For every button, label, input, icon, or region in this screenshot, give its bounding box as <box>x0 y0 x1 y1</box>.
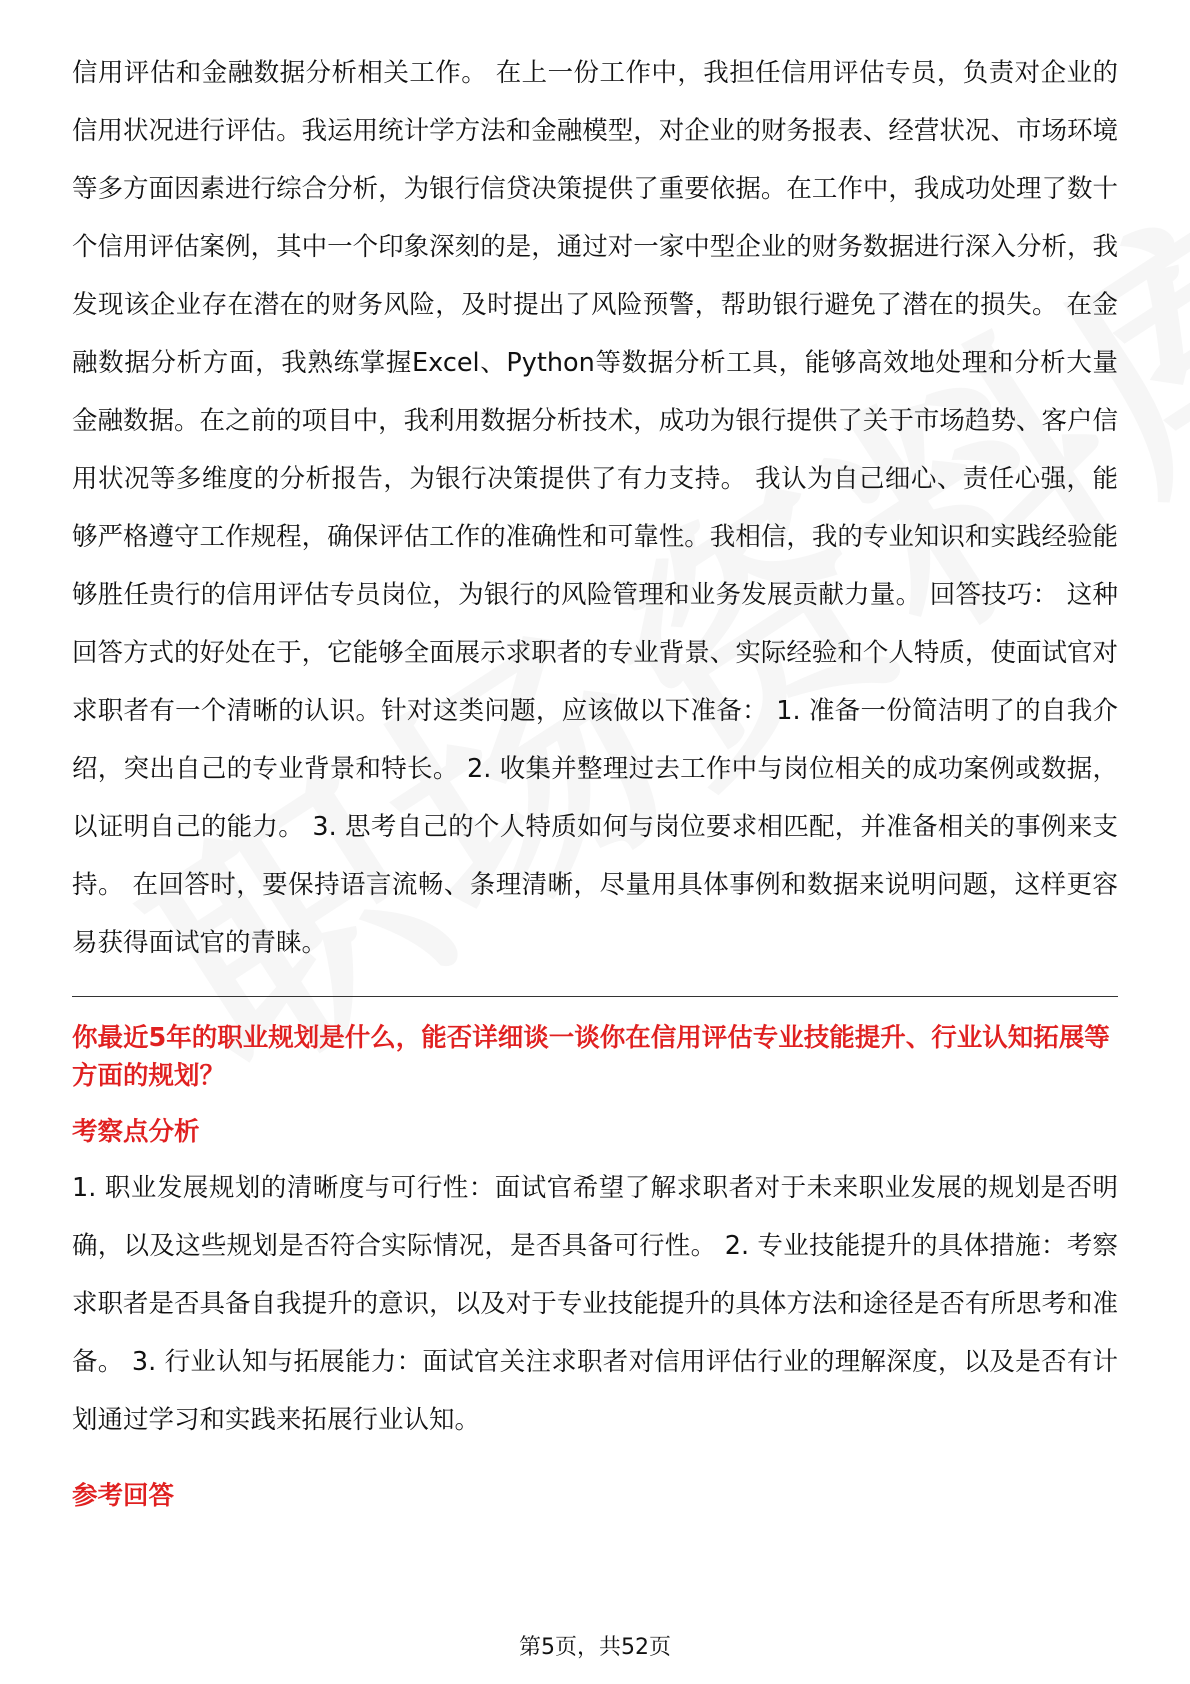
interview-question: 你最近5年的职业规划是什么，能否详细谈一谈你在信用评估专业技能提升、行业认知拓展等方面的规划？ <box>72 1023 1110 1091</box>
analysis-paragraph: 1. 职业发展规划的清晰度与可行性：面试官希望了解求职者对于未来职业发展的规划是否明确，以及这些规划是否符合实际情况，是否具备可行性。 2. 专业技能提升的具体措施：考察求职者是否具备自我提升的意识，以及对于专业技能提升的具体方法和途径是否有所思考和准备。 3. 行业认知与拓展能力：面试官关注求职者对信用评估行业的理解深度，以及是否有计划通过学习和实践来拓展行业认知。 <box>72 1173 1118 1435</box>
page-footer <box>0 1630 1190 1661</box>
analysis-heading: 考察点分析 <box>72 1117 200 1147</box>
document-content <box>72 44 1118 1515</box>
reference-answer-heading: 参考回答 <box>72 1481 175 1511</box>
answer-paragraph: 信用评估和金融数据分析相关工作。 在上一份工作中，我担任信用评估专员，负责对企业的信用状况进行评估。我运用统计学方法和金融模型，对企业的财务报表、经营状况、市场环境等多方面因素进行综合分析，为银行信贷决策提供了重要依据。在工作中，我成功处理了数十个信用评估案例，其中一个印象深刻的是，通过对一家中型企业的财务数据进行深入分析，我发现该企业存在潜在的财务风险，及时提出了风险预警，帮助银行避免了潜在的损失。 在金融数据分析方面，我熟练掌握Excel、Python等数据分析工具，能够高效地处理和分析大量金融数据。在之前的项目中，我利用数据分析技术，成功为银行提供了关于市场趋势、客户信用状况等多维度的分析报告，为银行决策提供了有力支持。 我认为自己细心、责任心强，能够严格遵守工作规程，确保评估工作的准确性和可靠性。我相信，我的专业知识和实践经验能够胜任贵行的信用评估专员岗位，为银行的风险管理和业务发展贡献力量。 回答技巧： 这种回答方式的好处在于，它能够全面展示求职者的专业背景、实际经验和个人特质，使面试官对求职者有一个清晰的认识。针对这类问题，应该做以下准备： 1. 准备一份简洁明了的自我介绍，突出自己的专业背景和特长。 2. 收集并整理过去工作中与岗位相关的成功案例或数据，以证明自己的能力。 3. 思考自己的个人特质如何与岗位要求相匹配，并准备相关的事例来支持。 在回答时，要保持语言流畅、条理清晰，尽量用具体事例和数据来说明问题，这样更容易获得面试官的青睐。 <box>72 58 1118 958</box>
section-divider <box>72 996 1118 997</box>
page-number: 第5页，共52页 <box>519 1635 671 1660</box>
